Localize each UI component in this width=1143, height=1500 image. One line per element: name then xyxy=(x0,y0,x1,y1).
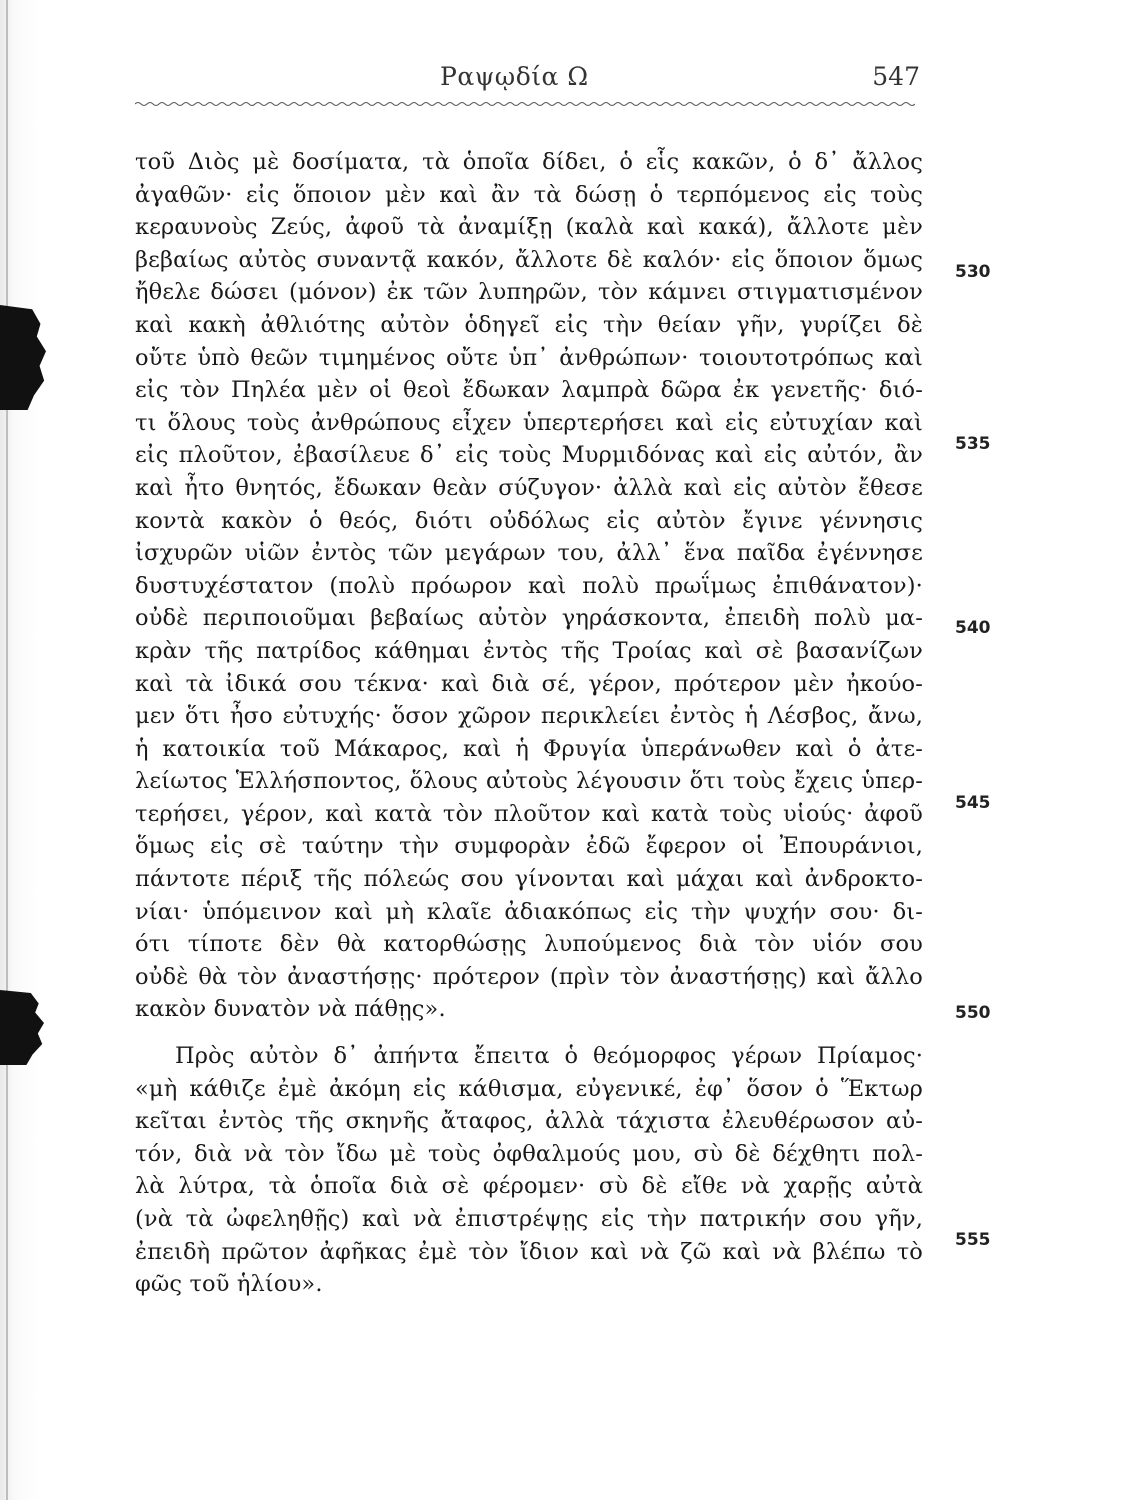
text-line: κοντὰ κακὸν ὁ θεός, διότι οὐδόλως εἰς αὐτὸν ἔγινε γέννησις xyxy=(135,507,923,534)
text-line: κεῖται ἐντὸς τῆς σκηνῆς ἄταφος, ἀλλὰ τάχιστα ἐλευθέρωσον αὐ- xyxy=(135,1108,923,1135)
text-line: πάντοτε πέριξ τῆς πόλεώς σου γίνονται καὶ μάχαι καὶ ἀνδροκτο- xyxy=(135,866,923,893)
text-line: κακὸν δυνατὸν νὰ πάθῃς». xyxy=(135,996,446,1023)
text-line: οὔτε ὑπὸ θεῶν τιμημένος οὔτε ὑπ᾽ ἀνθρώπων· τοιουτοτρόπως καὶ xyxy=(135,344,923,371)
running-title: Ραψῳδία Ω xyxy=(440,62,589,91)
verse-line-number: 555 xyxy=(955,1230,991,1250)
page-number: 547 xyxy=(872,62,920,91)
text-line: βεβαίως αὐτὸς συναντᾷ κακόν, ἄλλοτε δὲ καλόν· εἰς ὅποιον ὅμως xyxy=(135,246,923,273)
text-line: καὶ τὰ ἰδικά σου τέκνα· καὶ διὰ σέ, γέρον, πρότερον μὲν ἠκούο- xyxy=(135,670,923,697)
text-line: καὶ κακὴ ἀθλιότης αὐτὸν ὁδηγεῖ εἰς τὴν θείαν γῆν, γυρίζει δὲ xyxy=(135,311,923,338)
paragraph-gap xyxy=(135,1026,923,1040)
text-line: τοῦ Διὸς μὲ δοσίματα, τὰ ὁποῖα δίδει, ὁ εἷς κακῶν, ὁ δ᾽ ἄλλος xyxy=(135,149,923,175)
page-header xyxy=(135,62,920,102)
paragraph-1 xyxy=(135,146,923,1026)
text-line: νίαι· ὑπόμεινον καὶ μὴ κλαῖε ἀδιακόπως εἰς τὴν ψυχήν σου· δι- xyxy=(135,898,923,925)
text-line: (νὰ τὰ ὠφεληθῇς) καὶ νὰ ἐπιστρέψῃς εἰς τὴν πατρικήν σου γῆν, xyxy=(135,1206,923,1232)
main-text xyxy=(135,146,923,1301)
verse-line-number: 545 xyxy=(955,793,991,813)
text-line: ἡ κατοικία τοῦ Μάκαρος, καὶ ἡ Φρυγία ὑπεράνωθεν καὶ ὁ ἀτε- xyxy=(135,735,923,762)
text-line: ἤθελε δώσει (μόνον) ἐκ τῶν λυπηρῶν, τὸν κάμνει στιγματισμένον xyxy=(135,279,923,306)
text-line: Πρὸς αὐτὸν δ᾽ ἀπήντα ἔπειτα ὁ θεόμορφος γέρων Πρίαμος· xyxy=(175,1043,923,1070)
paragraph-2 xyxy=(135,1040,923,1301)
text-line: τερήσει, γέρον, καὶ κατὰ τὸν πλοῦτον καὶ κατὰ τοὺς υἱούς· ἀφοῦ xyxy=(135,800,923,827)
text-line: κεραυνοὺς Ζεύς, ἀφοῦ τὰ ἀναμίξῃ (καλὰ καὶ κακά), ἄλλοτε μὲν xyxy=(135,214,923,241)
binding-hole-lower xyxy=(0,990,44,1065)
text-line: ότι τίποτε δὲν θὰ κατορθώσῃς λυπούμενος διὰ τὸν υἱόν σου xyxy=(135,931,923,958)
text-line: ἰσχυρῶν υἱῶν ἐντὸς τῶν μεγάρων του, ἀλλ᾽ ἕνα παῖδα ἐγέννησε xyxy=(135,540,923,567)
text-line: εἰς τὸν Πηλέα μὲν οἱ θεοὶ ἔδωκαν λαμπρὰ δῶρα ἐκ γενετῆς· διό- xyxy=(135,377,923,404)
header-wavy-rule xyxy=(135,100,915,108)
text-line: τόν, διὰ νὰ τὸν ἴδω μὲ τοὺς ὀφθαλμούς μου, σὺ δὲ δέχθητι πολ- xyxy=(135,1140,923,1167)
text-line: λείωτος Ἑλλήσποντος, ὅλους αὐτοὺς λέγουσιν ὅτι τοὺς ἔχεις ὑπερ- xyxy=(135,768,923,795)
text-line: λὰ λύτρα, τὰ ὁποῖα διὰ σὲ φέρομεν· σὺ δὲ εἴθε νὰ χαρῇς αὐτὰ xyxy=(135,1173,923,1200)
text-line: οὐδὲ θὰ τὸν ἀναστήσῃς· πρότερον (πρὶν τὸν ἀναστήσῃς) καὶ ἄλλο xyxy=(135,963,923,990)
text-line: καὶ ἦτο θνητός, ἔδωκαν θεὰν σύζυγον· ἀλλὰ καὶ εἰς αὐτὸν ἔθεσε xyxy=(135,474,923,501)
text-line: τι ὅλους τοὺς ἀνθρώπους εἶχεν ὑπερτερήσει καὶ εἰς εὐτυχίαν καὶ xyxy=(135,409,923,436)
binding-edge xyxy=(6,0,8,1500)
text-line: μεν ὅτι ἦσο εὐτυχής· ὅσον χῶρον περικλείει ἐντὸς ἡ Λέσβος, ἄνω, xyxy=(135,703,923,730)
verse-line-number: 540 xyxy=(955,618,991,638)
verse-line-number: 530 xyxy=(955,262,991,282)
text-line: οὐδὲ περιποιοῦμαι βεβαίως αὐτὸν γηράσκοντα, ἐπειδὴ πολὺ μα- xyxy=(135,605,923,632)
text-line: φῶς τοῦ ἡλίου». xyxy=(135,1271,323,1298)
text-line: κρὰν τῆς πατρίδος κάθημαι ἐντὸς τῆς Τροίας καὶ σὲ βασανίζων xyxy=(135,637,923,664)
verse-line-number: 550 xyxy=(955,1003,991,1023)
text-line: ὅμως εἰς σὲ ταύτην τὴν συμφορὰν ἐδῶ ἔφερον οἱ Ἐπουράνιοι, xyxy=(135,833,923,860)
text-line: δυστυχέστατον (πολὺ πρόωρον καὶ πολὺ πρωΐμως ἐπιθάνατον)· xyxy=(135,572,923,599)
text-line: «μὴ κάθιζε ἐμὲ ἀκόμη εἰς κάθισμα, εὐγενικέ, ἐφ᾽ ὅσον ὁ Ἕκτωρ xyxy=(135,1075,923,1102)
text-line: ἀγαθῶν· εἰς ὅποιον μὲν καὶ ἂν τὰ δώσῃ ὁ τερπόμενος εἰς τοὺς xyxy=(135,181,923,208)
binding-hole-upper xyxy=(0,305,46,410)
verse-line-number: 535 xyxy=(955,434,991,454)
text-line: εἰς πλοῦτον, ἐβασίλευε δ᾽ εἰς τοὺς Μυρμιδόνας καὶ εἰς αὐτόν, ἂν xyxy=(135,442,923,469)
text-line: ἐπειδὴ πρῶτον ἀφῆκας ἐμὲ τὸν ἴδιον καὶ νὰ ζῶ καὶ νὰ βλέπω τὸ xyxy=(135,1238,923,1265)
